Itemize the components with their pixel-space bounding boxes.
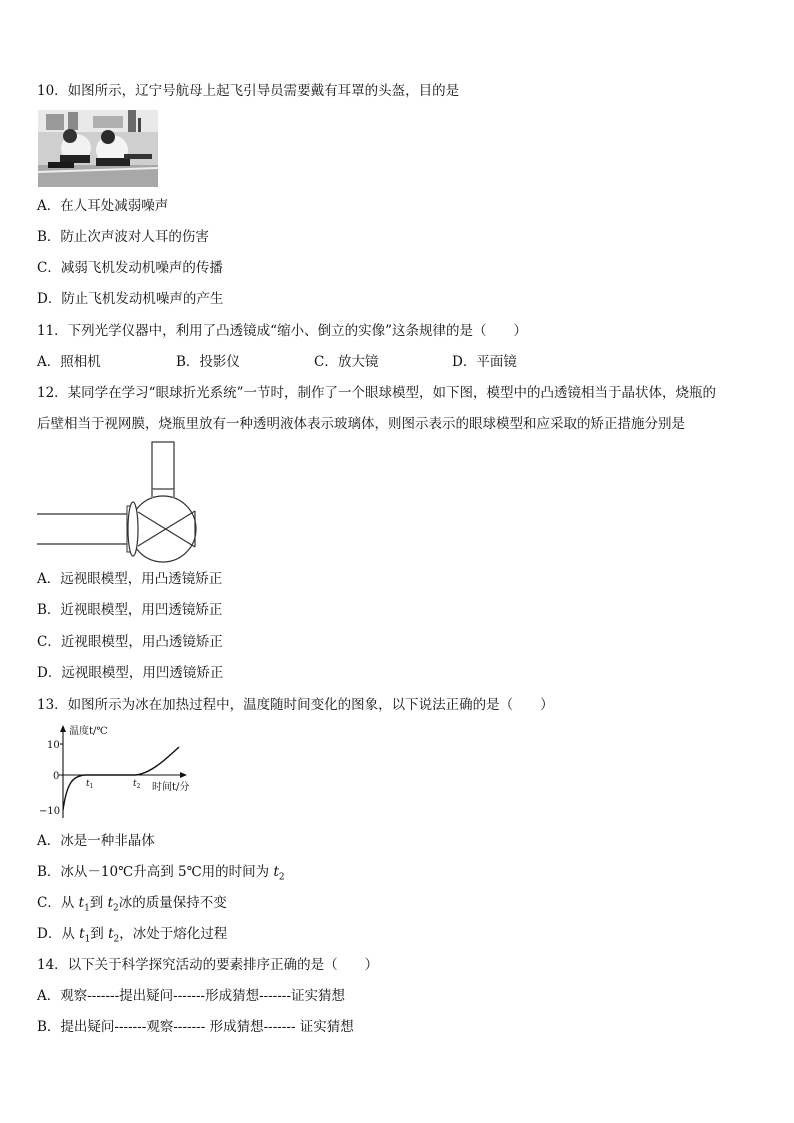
t2-label: $t_2$ bbox=[133, 779, 141, 790]
eye-model-diagram bbox=[37, 440, 207, 563]
x-axis-label: 时间t/分 bbox=[152, 782, 190, 793]
q13-option-a: A．冰是一种非晶体 bbox=[37, 833, 155, 849]
q10-stem: 10．如图所示，辽宁号航母上起飞引导员需要戴有耳罩的头盔，目的是 bbox=[37, 83, 460, 99]
y-tick-neg10: −10 bbox=[39, 806, 61, 817]
q13-option-c: C．从 $t_1$到 $t_2$冰的质量保持不变 bbox=[37, 895, 227, 914]
q10-option-d: D．防止飞机发动机噪声的产生 bbox=[37, 291, 224, 307]
q12-option-b: B．近视眼模型，用凹透镜矫正 bbox=[37, 602, 223, 618]
y-tick-0: 0 bbox=[53, 771, 60, 782]
q11-option-b: B．投影仪 bbox=[176, 354, 240, 370]
q14-stem: 14．以下关于科学探究活动的要素排序正确的是（ ） bbox=[37, 957, 379, 973]
q12-stem-line2: 后壁相当于视网膜，烧瓶里放有一种透明液体表示玻璃体，则图示表示的眼球模型和应采取的矫正措施分别是 bbox=[37, 416, 685, 432]
q13-option-d: D．从 $t_1$到 $t_2$，冰处于熔化过程 bbox=[37, 926, 228, 945]
q13-stem: 13．如图所示为冰在加热过程中，温度随时间变化的图象，以下说法正确的是（ ） bbox=[37, 697, 554, 713]
ice-heating-graph bbox=[37, 724, 197, 820]
q14-option-b: B．提出疑问-------观察------- 形成猜想------- 证实猜想 bbox=[37, 1019, 354, 1035]
q10-option-b: B．防止次声波对人耳的伤害 bbox=[37, 229, 209, 245]
q11-option-d: D．平面镜 bbox=[452, 354, 517, 370]
q12-option-a: A．远视眼模型，用凸透镜矫正 bbox=[37, 571, 223, 587]
q12-stem-line1: 12．某同学在学习“眼球折光系统”一节时，制作了一个眼球模型，如下图，模型中的凸透镜相当于晶状体，烧瓶的 bbox=[37, 385, 716, 401]
q11-option-c: C．放大镜 bbox=[314, 354, 379, 370]
q12-option-c: C．近视眼模型，用凸透镜矫正 bbox=[37, 634, 223, 650]
q11-option-a: A．照相机 bbox=[37, 354, 101, 370]
q11-stem: 11．下列光学仪器中，利用了凸透镜成“缩小、倒立的实像”这条规律的是（ ） bbox=[37, 323, 527, 339]
deck-crew-photo bbox=[38, 110, 158, 187]
y-tick-10: 10 bbox=[47, 740, 60, 751]
y-axis-label: 温度t/℃ bbox=[69, 726, 108, 737]
q13-option-b: B．冰从－10℃升高到 5℃用的时间为 $t_2$ bbox=[37, 864, 285, 883]
t1-label: $t_1$ bbox=[86, 779, 94, 790]
q11-options bbox=[37, 353, 637, 371]
q10-option-c: C．减弱飞机发动机噪声的传播 bbox=[37, 260, 223, 276]
q12-option-d: D．远视眼模型，用凹透镜矫正 bbox=[37, 665, 224, 681]
q14-option-a: A．观察-------提出疑问-------形成猜想-------证实猜想 bbox=[37, 988, 346, 1004]
q10-option-a: A．在人耳处减弱噪声 bbox=[37, 198, 169, 214]
